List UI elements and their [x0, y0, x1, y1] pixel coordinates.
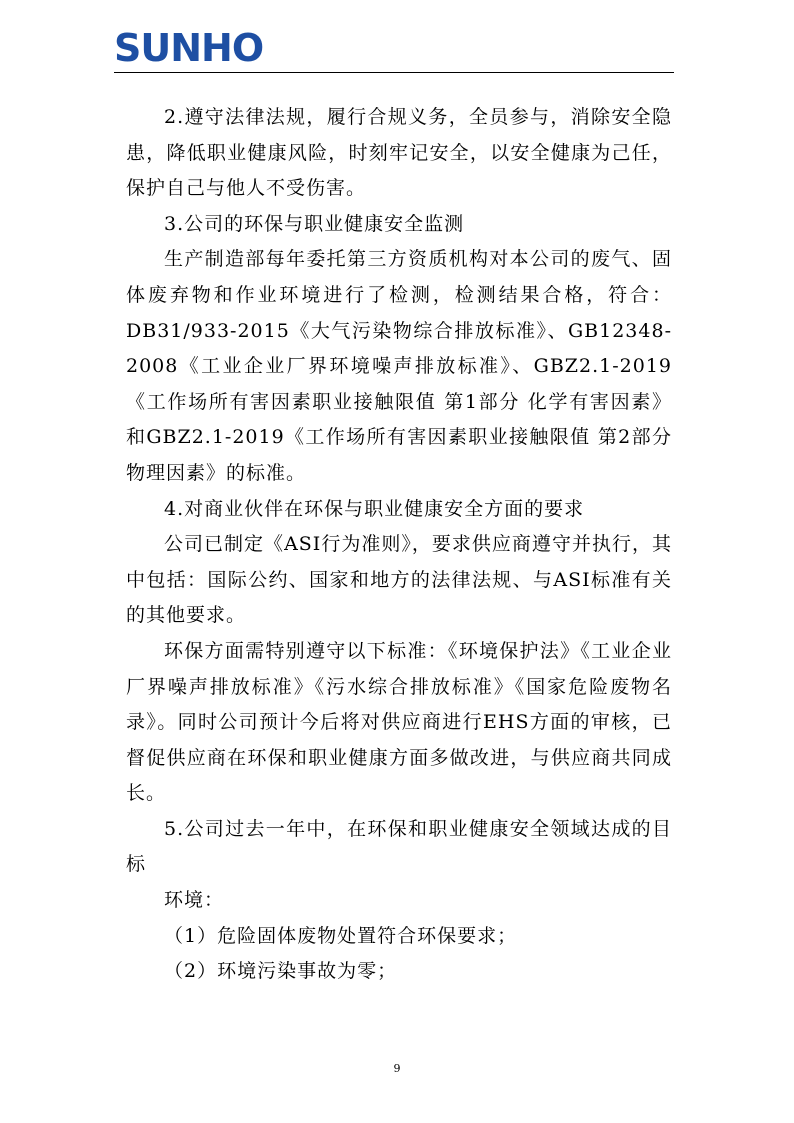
- sunho-logo: SUNHO: [114, 26, 264, 70]
- page-number: 9: [393, 1062, 401, 1075]
- environment-label: 环境：: [164, 889, 225, 912]
- header-rule: [114, 72, 674, 73]
- paragraph-item-2: 2.遵守法律法规，履行合规义务，全员参与，消除安全隐患，降低职业健康风险，时刻牢记安全，以安全健康为己任，保护自己与他人不受伤害。: [126, 106, 672, 200]
- section-heading-3: 3.公司的环保与职业健康安全监测: [164, 212, 465, 235]
- paragraph-monitoring: 生产制造部每年委托第三方资质机构对本公司的废气、固体废弃物和作业环境进行了检测，检测结果合格，符合：DB31/933-2015《大气污染物综合排放标准》、GB12348-2008《工业企业厂界环境噪声排放标准》、GBZ2.1-2019《工作场所有害因素职业接触限值 第1部分 化学有害因素》和GBZ2.1-2019《工作场所有害因素职业接触限值 第2部分 物理因素》的标准。: [126, 248, 672, 484]
- section-heading-4: 4.对商业伙伴在环保与职业健康安全方面的要求: [164, 497, 585, 520]
- list-item-1: （1）危险固体废物处置符合环保要求；: [164, 924, 518, 947]
- list-item-2: （2）环境污染事故为零；: [164, 960, 398, 983]
- paragraph-asi-code: 公司已制定《ASI行为准则》，要求供应商遵守并执行，其中包括：国际公约、国家和地方的法律法规、与ASI标准有关的其他要求。: [126, 533, 672, 627]
- document-body: [126, 100, 672, 990]
- section-heading-5: 5.公司过去一年中，在环保和职业健康安全领域达成的目标: [126, 817, 672, 876]
- paragraph-environmental-standards: 环保方面需特别遵守以下标准：《环境保护法》《工业企业厂界噪声排放标准》《污水综合排放标准》《国家危险废物名录》。同时公司预计今后将对供应商进行EHS方面的审核，已督促供应商在环保和职业健康方面多做改进，与供应商共同成长。: [126, 639, 672, 805]
